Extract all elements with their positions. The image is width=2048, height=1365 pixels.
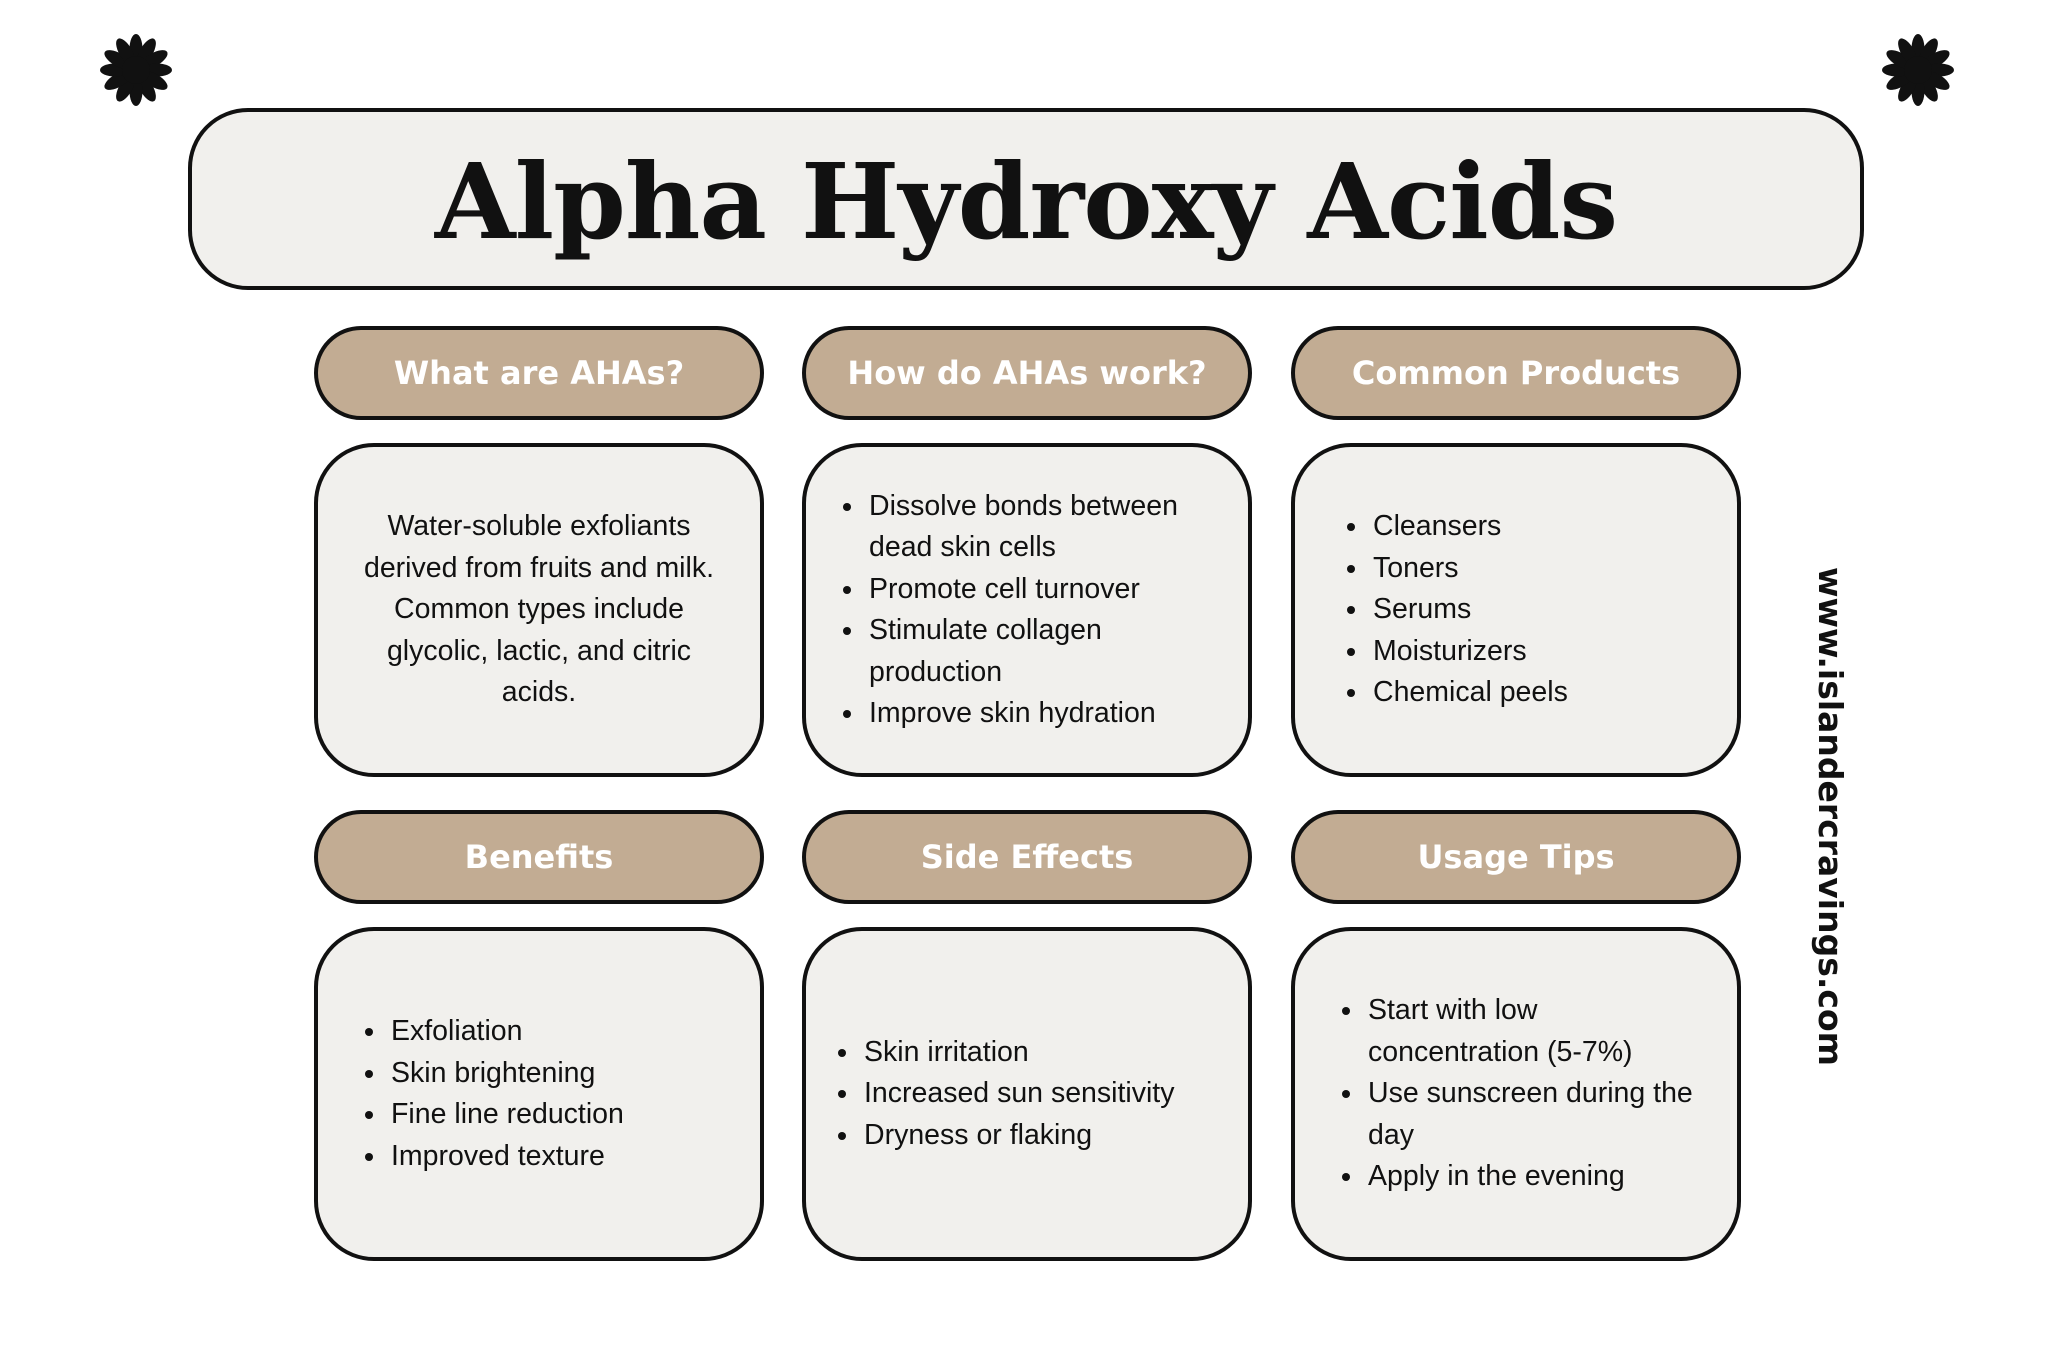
section-card-usage-tips — [1291, 927, 1741, 1261]
section-card-how-ahas-work — [802, 443, 1252, 777]
list-item: Improved texture — [391, 1136, 731, 1178]
section-card-benefits — [314, 927, 764, 1261]
asterisk-flower-icon — [100, 34, 172, 106]
section-header-label: Common Products — [1351, 354, 1681, 392]
section-header-common-products — [1291, 326, 1741, 420]
section-header-how-ahas-work — [802, 326, 1252, 420]
section-card-common-products — [1291, 443, 1741, 777]
section-header-label: How do AHAs work? — [847, 354, 1207, 392]
list-item: Promote cell turnover — [869, 569, 1229, 611]
list-item: Cleansers — [1373, 506, 1703, 548]
section-header-what-are-ahas — [314, 326, 764, 420]
list-item: Chemical peels — [1373, 672, 1703, 714]
section-header-side-effects — [802, 810, 1252, 904]
page-title: Alpha Hydroxy Acids — [434, 139, 1618, 263]
list-item: Skin irritation — [864, 1032, 1234, 1074]
bullet-list — [347, 1011, 731, 1177]
list-item: Start with low concentration (5-7%) — [1368, 990, 1708, 1073]
list-item: Increased sun sensitivity — [864, 1073, 1234, 1115]
list-item: Toners — [1373, 548, 1703, 590]
bullet-list — [820, 1032, 1234, 1157]
list-item: Apply in the evening — [1368, 1156, 1708, 1198]
list-item: Skin brightening — [391, 1053, 731, 1095]
asterisk-flower-icon — [1882, 34, 1954, 106]
list-item: Dryness or flaking — [864, 1115, 1234, 1157]
section-header-benefits — [314, 810, 764, 904]
website-url: www.islandercravings.com — [1811, 567, 1850, 1067]
section-header-label: Benefits — [464, 838, 614, 876]
section-header-label: What are AHAs? — [393, 354, 685, 392]
bullet-list — [1329, 506, 1703, 714]
section-header-label: Side Effects — [920, 838, 1134, 876]
bullet-list — [1324, 990, 1708, 1198]
definition-text: Water-soluble exfoliants derived from fruits and milk. Common types include glycolic, lactic, and citric acids. — [363, 510, 715, 709]
list-item: Fine line reduction — [391, 1094, 731, 1136]
list-item: Improve skin hydration — [869, 693, 1229, 735]
list-item: Exfoliation — [391, 1011, 731, 1053]
list-item: Moisturizers — [1373, 631, 1703, 673]
list-item: Serums — [1373, 589, 1703, 631]
list-item: Dissolve bonds between dead skin cells — [869, 486, 1229, 569]
title-banner — [188, 108, 1864, 290]
list-item: Stimulate collagen production — [869, 610, 1229, 693]
section-card-what-are-ahas — [314, 443, 764, 777]
section-header-usage-tips — [1291, 810, 1741, 904]
section-header-label: Usage Tips — [1417, 838, 1615, 876]
section-card-side-effects — [802, 927, 1252, 1261]
list-item: Use sunscreen during the day — [1368, 1073, 1708, 1156]
bullet-list — [825, 486, 1229, 735]
